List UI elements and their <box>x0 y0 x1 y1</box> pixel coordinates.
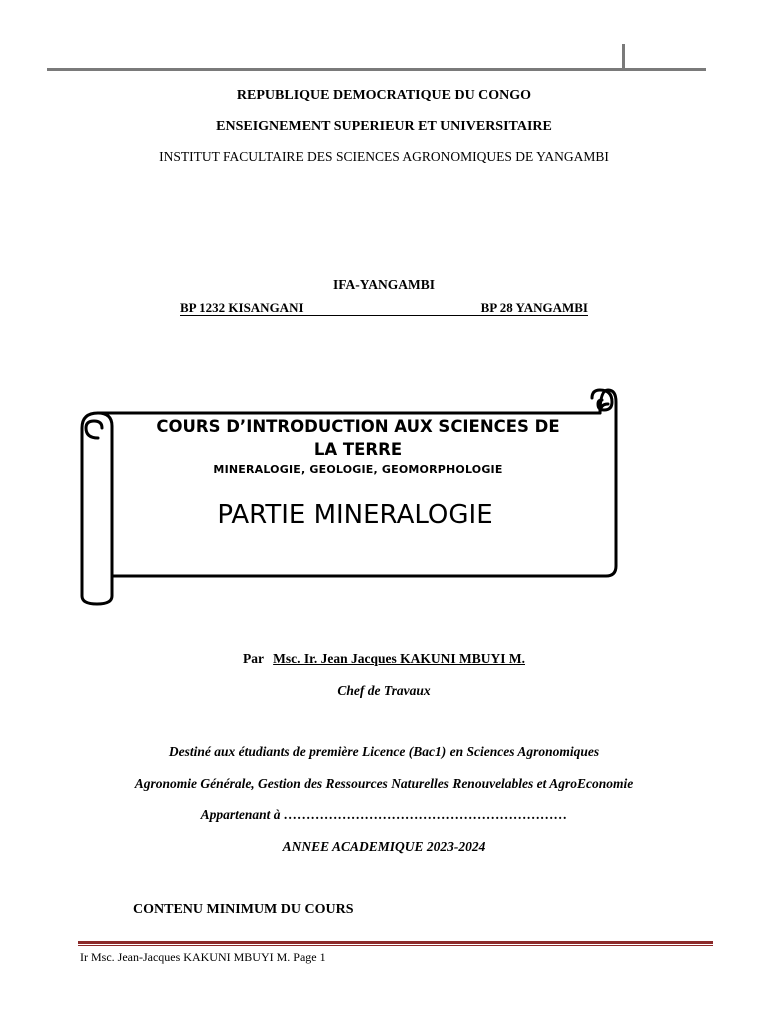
course-title-line-2: LA TERRE <box>313 440 403 459</box>
footer-rule <box>78 941 713 944</box>
audience-destined: Destiné aux étudiants de première Licence (Bac1) en Sciences Agronomiques <box>168 744 600 759</box>
postal-box-yangambi: BP 28 YANGAMBI <box>480 300 588 315</box>
institute-heading: INSTITUT FACULTAIRE DES SCIENCES AGRONOMIQUES DE YANGAMBI <box>159 149 609 164</box>
academic-year: ANNEE ACADEMIQUE 2023-2024 <box>282 839 486 854</box>
part-title: PARTIE MINERALOGIE <box>217 500 493 530</box>
author-role: Chef de Travaux <box>337 683 431 698</box>
republic-heading: REPUBLIQUE DEMOCRATIQUE DU CONGO <box>236 88 532 103</box>
contents-heading: CONTENU MINIMUM DU COURS <box>133 902 354 917</box>
footer-rule-thin <box>78 945 713 946</box>
institute-acronym: IFA-YANGAMBI <box>332 277 435 292</box>
ministry-heading: ENSEIGNEMENT SUPERIEUR ET UNIVERSITAIRE <box>216 119 552 134</box>
course-title-line-1: COURS D’INTRODUCTION AUX SCIENCES DE <box>156 417 560 436</box>
audience-programs: Agronomie Générale, Gestion des Ressources Naturelles Renouvelables et AgroEconomie <box>134 776 634 791</box>
author-name: Msc. Ir. Jean Jacques KAKUNI MBUYI M. <box>273 651 525 666</box>
postal-box-kisangani: BP 1232 KISANGANI <box>180 300 304 315</box>
course-subtitle: MINERALOGIE, GEOLOGIE, GEOMORPHOLOGIE <box>213 463 503 476</box>
page-footer: Ir Msc. Jean-Jacques KAKUNI MBUYI M. Page 1 <box>80 950 326 964</box>
author-prefix: Par <box>243 651 264 666</box>
author-line <box>0 651 768 667</box>
belongs-to-line: Appartenant à ……………………………………………………… <box>200 807 568 822</box>
